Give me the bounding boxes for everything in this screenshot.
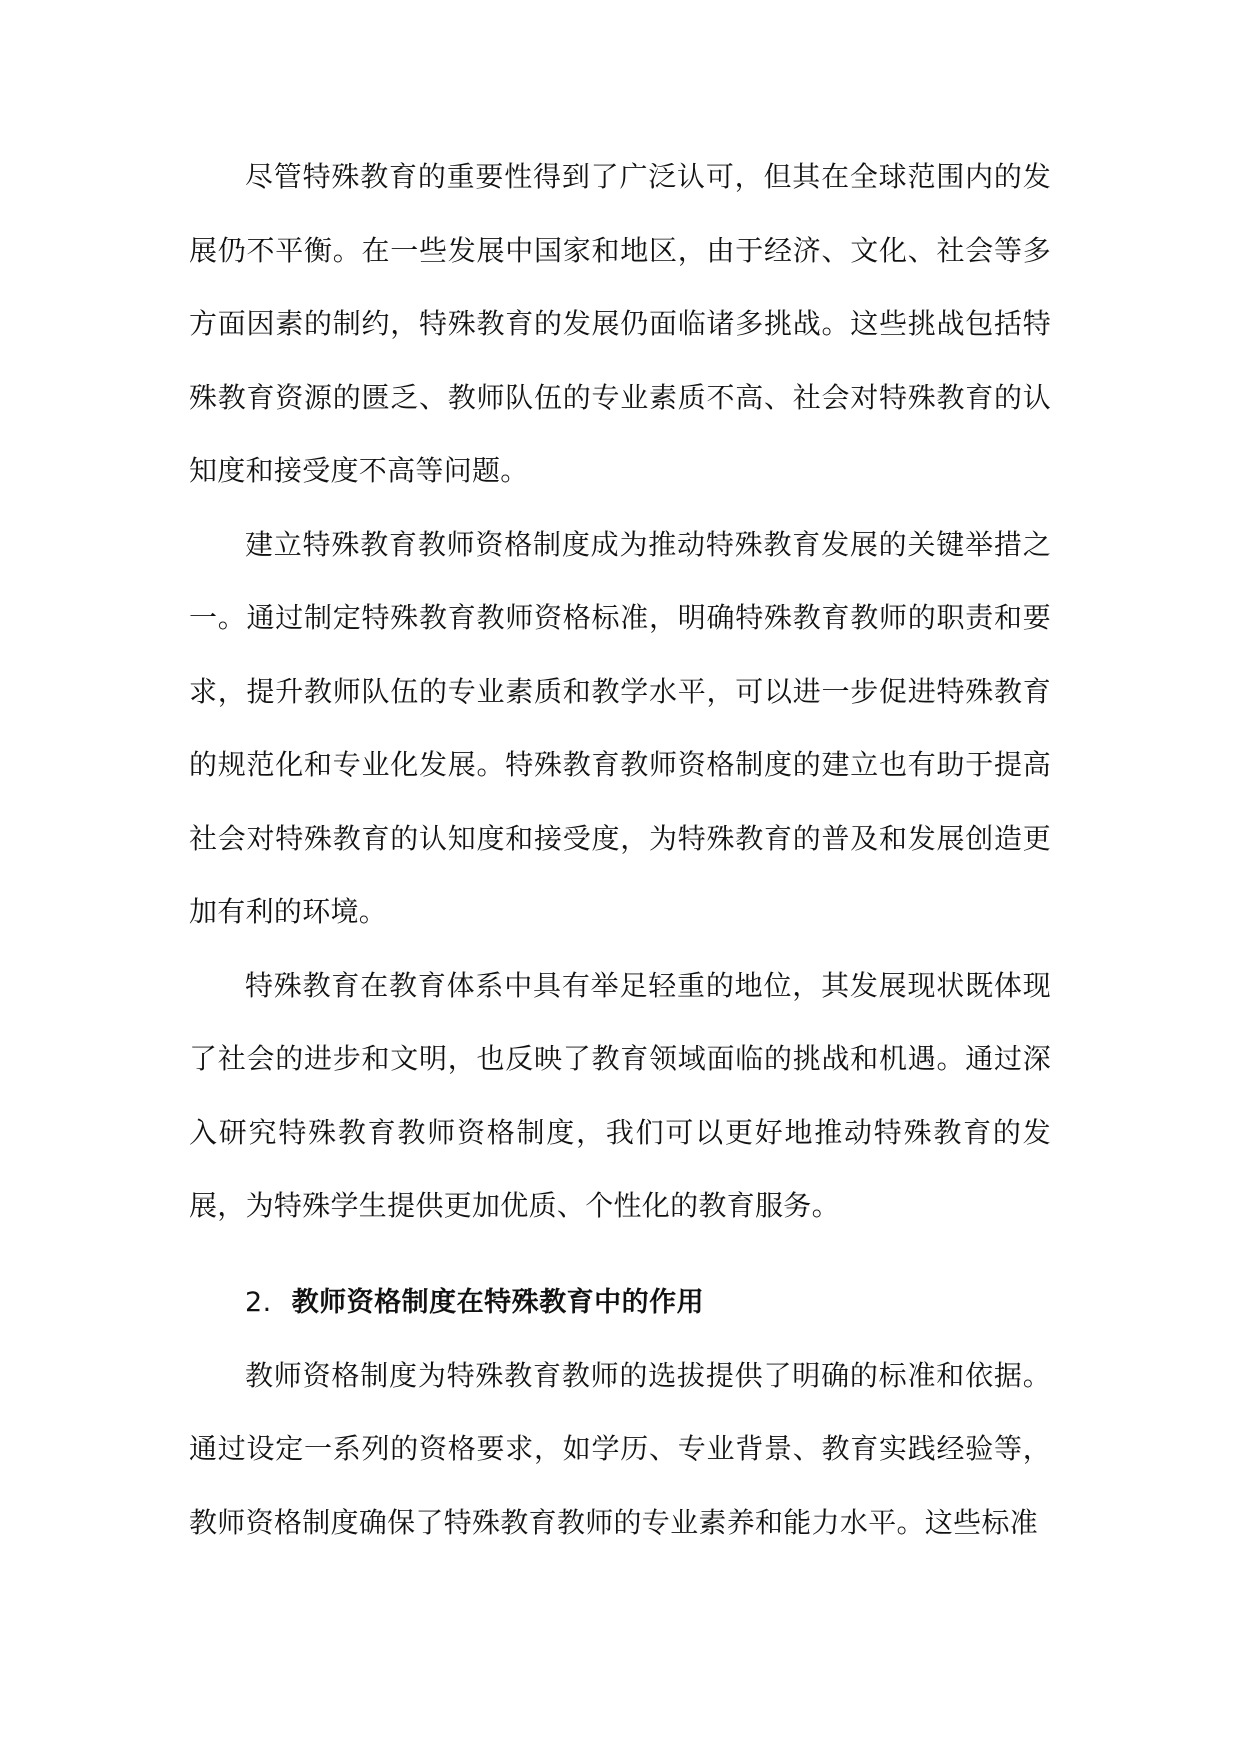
paragraph-global-imbalance: 尽管特殊教育的重要性得到了广泛认可，但其在全球范围内的发展仍不平衡。在一些发展中国家和地区，由于经济、文化、社会等多方面因素的制约，特殊教育的发展仍面临诸多挑战。这些挑战包括特殊教育资源的匮乏、教师队伍的专业素质不高、社会对特殊教育的认知度和接受度不高等问题。 xyxy=(189,160,1051,487)
section-number: 2. xyxy=(245,1286,272,1318)
paragraph-selection-standards: 教师资格制度为特殊教育教师的选拔提供了明确的标准和依据。通过设定一系列的资格要求，如学历、专业背景、教育实践经验等，教师资格制度确保了特殊教育教师的专业素养和能力水平。这些标准 xyxy=(189,1358,1051,1539)
document-body xyxy=(189,140,1051,1559)
paragraph-qualification-system: 建立特殊教育教师资格制度成为推动特殊教育发展的关键举措之一。通过制定特殊教育教师资格标准，明确特殊教育教师的职责和要求，提升教师队伍的专业素质和教学水平，可以进一步促进特殊教育的规范化和专业化发展。特殊教育教师资格制度的建立也有助于提高社会对特殊教育的认知度和接受度，为特殊教育的普及和发展创造更加有利的环境。 xyxy=(189,527,1051,928)
section-title: 教师资格制度在特殊教育中的作用 xyxy=(291,1286,705,1318)
paragraph-status-significance: 特殊教育在教育体系中具有举足轻重的地位，其发展现状既体现了社会的进步和文明，也反映了教育领域面临的挑战和机遇。通过深入研究特殊教育教师资格制度，我们可以更好地推动特殊教育的发展，为特殊学生提供更加优质、个性化的教育服务。 xyxy=(189,968,1051,1222)
section-heading xyxy=(189,1267,1051,1339)
